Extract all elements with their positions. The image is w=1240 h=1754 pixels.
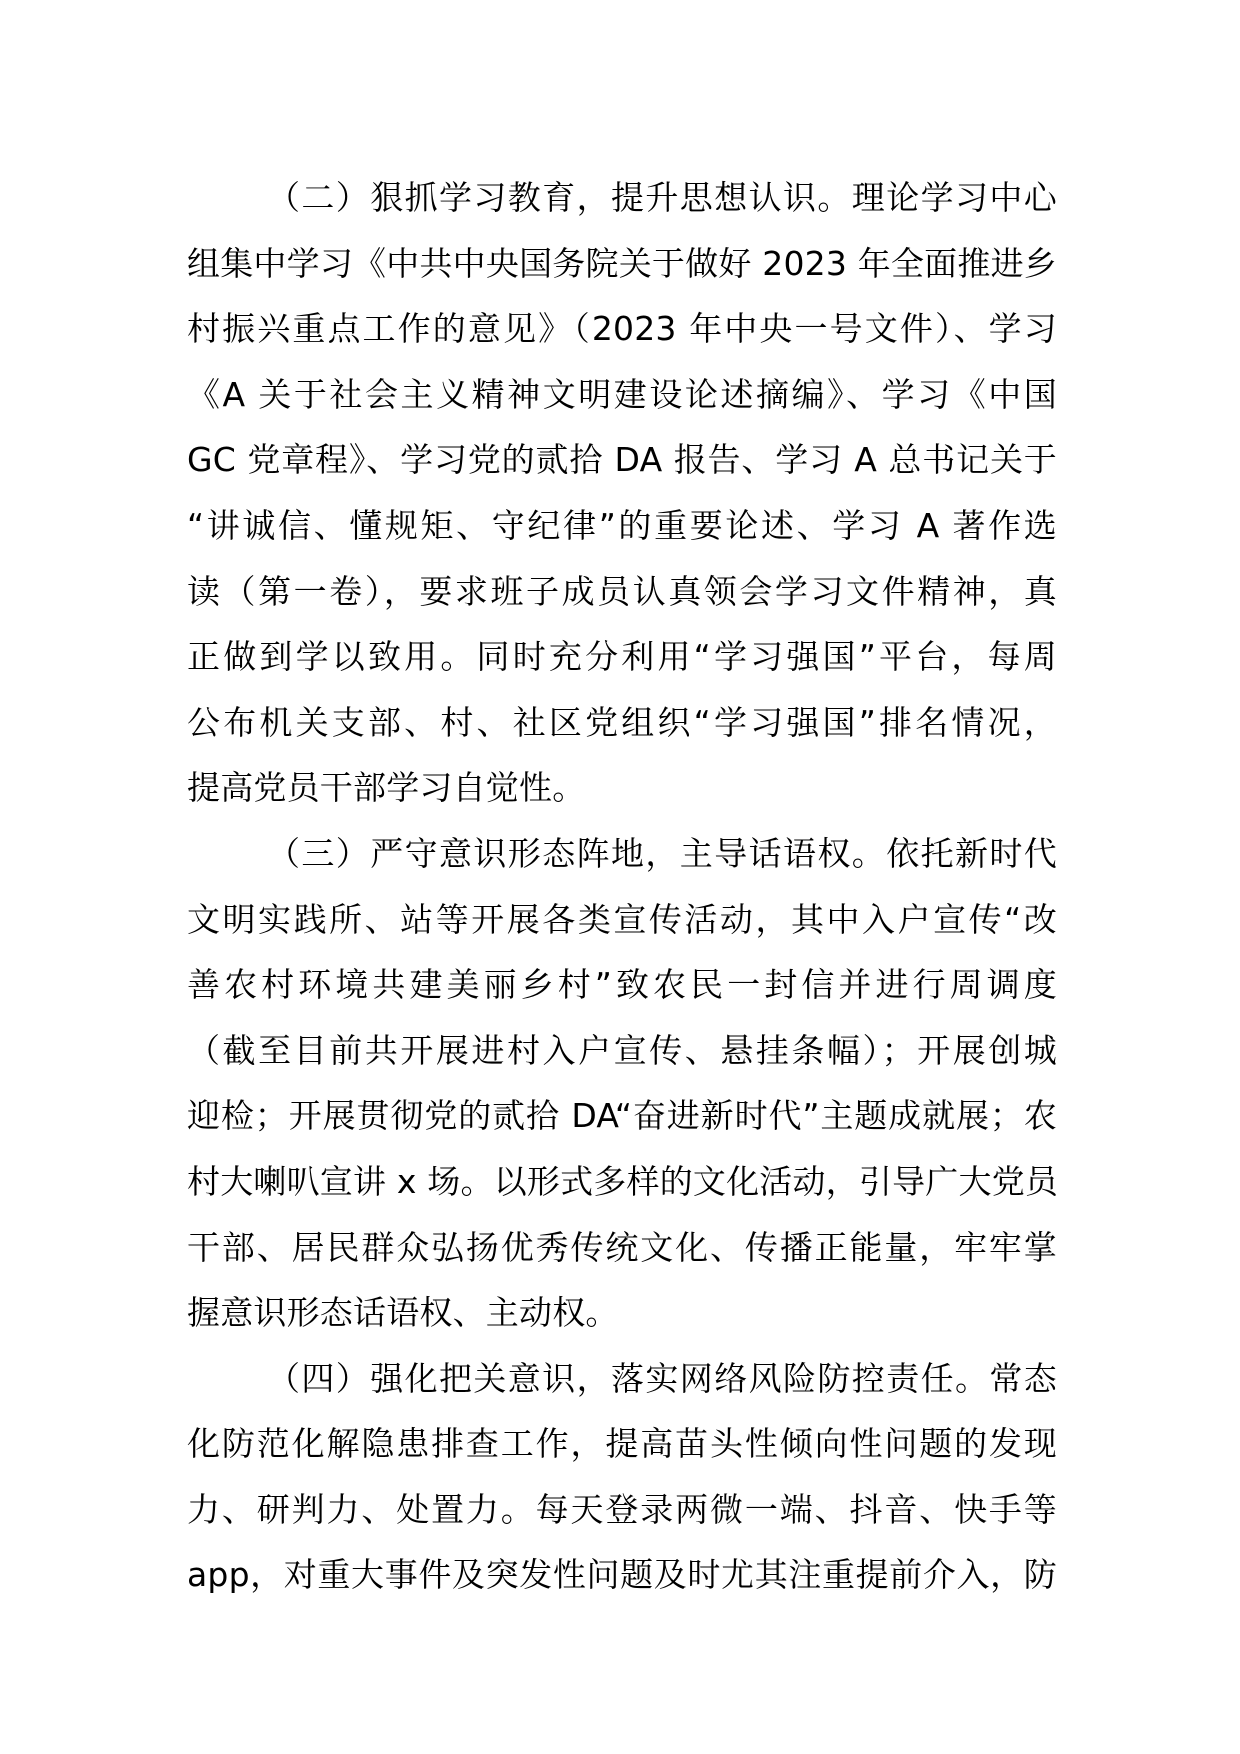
text-line: （二）狠抓学习教育，提升思想认识。理论学习中心 xyxy=(267,178,1057,217)
text-line: 提高党员干部学习自觉性。 xyxy=(187,768,586,808)
text-line: 正做到学以致用。同时充分利用“学习强国”平台，每周 xyxy=(187,637,1057,677)
text-line: 村振兴重点工作的意见》（2023 年中央一号文件）、学习 xyxy=(187,309,1057,349)
text-line: 公布机关支部、村、社区党组织“学习强国”排名情况， xyxy=(187,702,1057,742)
text-line: （四）强化把关意识，落实网络风险防控责任。常态 xyxy=(267,1358,1057,1398)
paragraph-study-education xyxy=(187,165,1057,821)
text-line: （三）严守意识形态阵地，主导话语权。依托新时代 xyxy=(267,833,1057,873)
text-line: 文明实践所、站等开展各类宣传活动，其中入户宣传“改 xyxy=(187,899,1057,939)
text-line: 化防范化解隐患排查工作，提高苗头性倾向性问题的发现 xyxy=(187,1424,1057,1464)
text-line: 力、研判力、处置力。每天登录两微一端、抖音、快手等 xyxy=(187,1489,1057,1529)
text-line: 干部、居民群众弘扬优秀传统文化、传播正能量，牢牢掌 xyxy=(187,1227,1057,1267)
text-line: 组集中学习《中共中央国务院关于做好 2023 年全面推进乡 xyxy=(187,243,1057,283)
text-line: （截至目前共开展进村入户宣传、悬挂条幅）；开展创城 xyxy=(187,1030,1057,1070)
paragraph-ideology-position xyxy=(187,821,1057,1346)
text-line: “讲诚信、懂规矩、守纪律”的重要论述、学习 A 著作选 xyxy=(187,505,1057,545)
text-line: 村大喇叭宣讲 x 场。以形式多样的文化活动，引导广大党员 xyxy=(187,1161,1059,1201)
text-line: 迎检；开展贯彻党的贰拾 DA“奋进新时代”主题成就展；农 xyxy=(187,1096,1057,1136)
paragraph-network-risk xyxy=(187,1346,1057,1608)
text-line: 《A 关于社会主义精神文明建设论述摘编》、学习《中国 xyxy=(187,374,1057,414)
text-line: 善农村环境共建美丽乡村”致农民一封信并进行周调度 xyxy=(187,965,1057,1005)
text-line: 读（第一卷），要求班子成员认真领会学习文件精神，真 xyxy=(187,571,1057,611)
document-body xyxy=(187,165,1057,1608)
text-line: GC 党章程》、学习党的贰拾 DA 报告、学习 A 总书记关于 xyxy=(187,440,1057,480)
text-line: 握意识形态话语权、主动权。 xyxy=(187,1293,619,1333)
text-line: app，对重大事件及突发性问题及时尤其注重提前介入，防 xyxy=(187,1555,1057,1595)
